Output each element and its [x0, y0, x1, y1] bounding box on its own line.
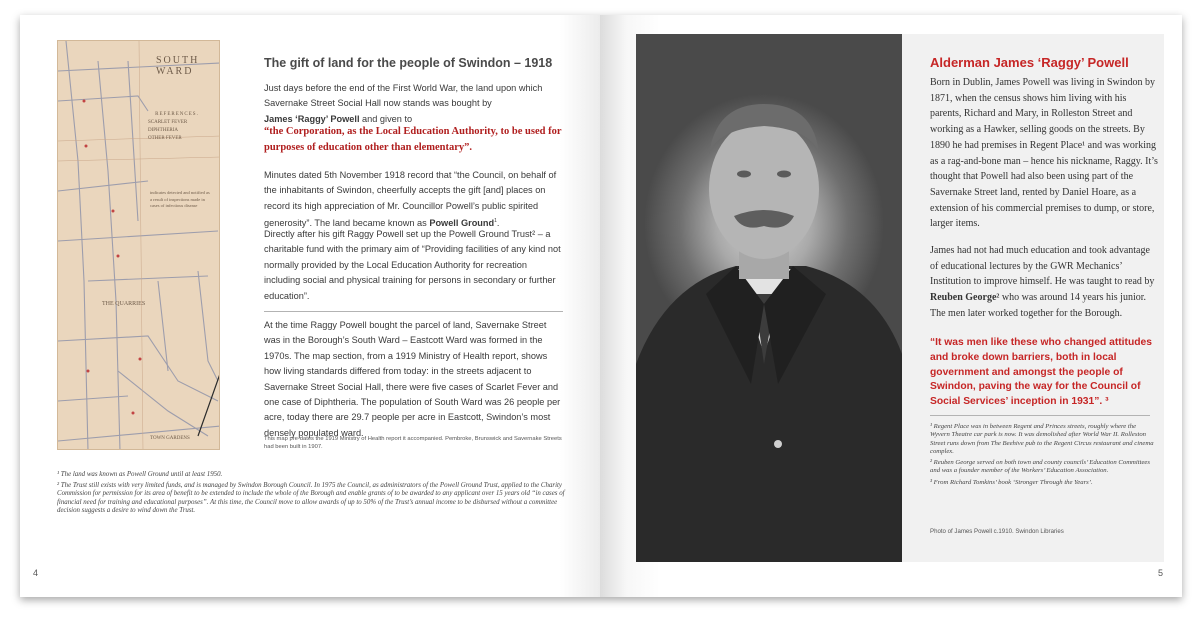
- historic-map-south-ward: [57, 40, 220, 450]
- map-references-title: REFERENCES.: [155, 112, 199, 117]
- paragraph-land-purchase: [264, 81, 564, 127]
- map-caption: This map pre-dates the 1919 Ministry of Health report it accompanied. Pembroke, Brunswick and Savernake Streets had been built in 1907.: [264, 436, 562, 451]
- map-label-gardens: TOWN GARDENS: [150, 436, 190, 441]
- footnote-reuben-george: ² Reuben George served on both town and county councils’ Education Committees and was a founder member of the Workers’ Education Association.: [930, 459, 1150, 475]
- map-title: SOUTH WARD: [156, 55, 200, 77]
- name-powell-ground: Powell Ground: [429, 218, 495, 229]
- name-raggy-powell: James ‘Raggy’ Powell: [264, 113, 360, 124]
- left-page: [20, 15, 600, 597]
- footnote-ref-1: 1: [494, 218, 497, 225]
- name-reuben-george: Reuben George²: [930, 292, 1000, 304]
- footnotes-right: [930, 423, 1155, 490]
- divider-right: [930, 415, 1150, 416]
- para2-tail: .: [496, 218, 500, 229]
- book-spread: [20, 15, 1182, 597]
- quote-corporation: “the Corporation, as the Local Education Authority, to be used for purposes of education other than elementary”.: [264, 126, 562, 153]
- map-label-quarries: THE QUARRIES: [102, 301, 146, 307]
- footnote-2: ² The Trust still exists with very limited funds, and is managed by Swindon Borough Council. In 1975 the Council, as administrators of the Powell Ground Trust, applied to the Charity Commission for permission for its area of benefit to be extended to include the whole of the Borough and enable grants of to be awarded to any applicant over 15 years old “in cases of financial need for training and educational purposes”. At this time, the Council move to allow awards of up to 50% of the Trust’s annual income to be disbursed without a committee decision suggests a desire to wind down the Trust.: [57, 481, 565, 515]
- right-page: [600, 15, 1182, 597]
- footnote-regent-place: ¹ Regent Place was in between Regent and Princes streets, roughly where the Wyvern Theatre car park is now. It was demolished after World War II. Rolleston Street runs down from The Beehive pub to the Regent Circus restaurant and cinema complex.: [930, 423, 1154, 455]
- paragraph-early-life: Born in Dublin, James Powell was living in Swindon by 1871, when the census shows him living with his parents, Richard and Mary, in Rolleston Street and working as a Hawker, selling goods on the streets. By 1890 he had premises in Regent Place¹ and was working as a rag-and-bone man – hence his nickname, Raggy. It’s thought that Powell had also been using part of the Savernake Street land, rented by Daniel Hoare, as a extension of his commercial premises to dump, or store, larger items.: [930, 77, 1158, 230]
- paragraph-trust: Directly after his gift Raggy Powell set up the Powell Ground Trust² – a charitable fund with the primary aim of “Providing facilities of any kind not normally provided by the Local Education Authority for recreation including social and physical training for persons in secondary or further education”.: [264, 229, 561, 301]
- divider: [264, 311, 563, 312]
- paragraph-minutes: [264, 168, 564, 232]
- para1-text: Just days before the end of the First World War, the land upon which Savernake Street Social Hall now stands was bought by: [264, 83, 543, 109]
- map-street-lines: [58, 41, 220, 450]
- map-ref-scarlet-fever: SCARLET FEVER: [148, 120, 188, 125]
- map-note: indicates detected and notified as a result of inspections made in cases of infectious disease: [150, 190, 210, 208]
- footnotes-left: [57, 471, 577, 518]
- page-number-left: 4: [33, 568, 39, 578]
- para-education-tail: who was around 14 years his junior. The men later worked together for the Borough.: [930, 292, 1147, 319]
- biography-title: Alderman James ‘Raggy’ Powell: [930, 55, 1129, 70]
- para1-tail: and given to: [359, 113, 413, 124]
- footnote-1: ¹ The land was known as Powell Ground until at least 1950.: [57, 471, 223, 478]
- map-references: [148, 111, 206, 181]
- para2-text: Minutes dated 5th November 1918 record that “the Council, on behalf of the inhabitants of Swindon, cheerfully accepts the gift [and] places on record its high appreciation of Mr. Councillor Powell’s public spirited generosity”. The land became known as: [264, 170, 557, 229]
- map-ref-diphtheria: DIPHTHERIA: [148, 128, 178, 133]
- paragraph-south-ward: At the time Raggy Powell bought the parcel of land, Savernake Street was in the Borough’s South Ward – Eastcott Ward was formed in the 1970s. The map section, from a 1919 Ministry of Health report, shows how living standards differed from today: in the streets adjacent to Savernake Street Social Hall, there were five cases of Scarlet Fever and one case of Diphtheria. The population of South Ward was 26 people per acre, today there are 29.7 people per acre in Eastcott, Swindon’s most densely populated ward.: [264, 320, 561, 438]
- section-title: The gift of land for the people of Swindon – 1918: [264, 56, 553, 70]
- portrait-photo: [636, 34, 902, 562]
- footnote-tomkins: ³ From Richard Tomkins’ book ‘Stronger Through the Years’.: [930, 478, 1093, 486]
- quote-men-like-these: “It was men like these who changed attitudes and broke down barriers, both in local government and amongst the people of Swindon, paving the way for the Council of Social Services’ inception in 1931”. ³: [930, 337, 1153, 408]
- page-number-right: 5: [1158, 568, 1164, 578]
- portrait-figure: [636, 34, 902, 562]
- photo-caption: Photo of James Powell c.1910. Swindon Libraries: [930, 528, 1064, 535]
- para-education-text: James had not had much education and took advantage of educational lectures by the GWR Mechanics’ Institution to improve himself. He was taught to read by: [930, 245, 1155, 288]
- paragraph-education: [930, 243, 1160, 322]
- map-ref-other-fever: OTHER FEVER: [148, 136, 182, 141]
